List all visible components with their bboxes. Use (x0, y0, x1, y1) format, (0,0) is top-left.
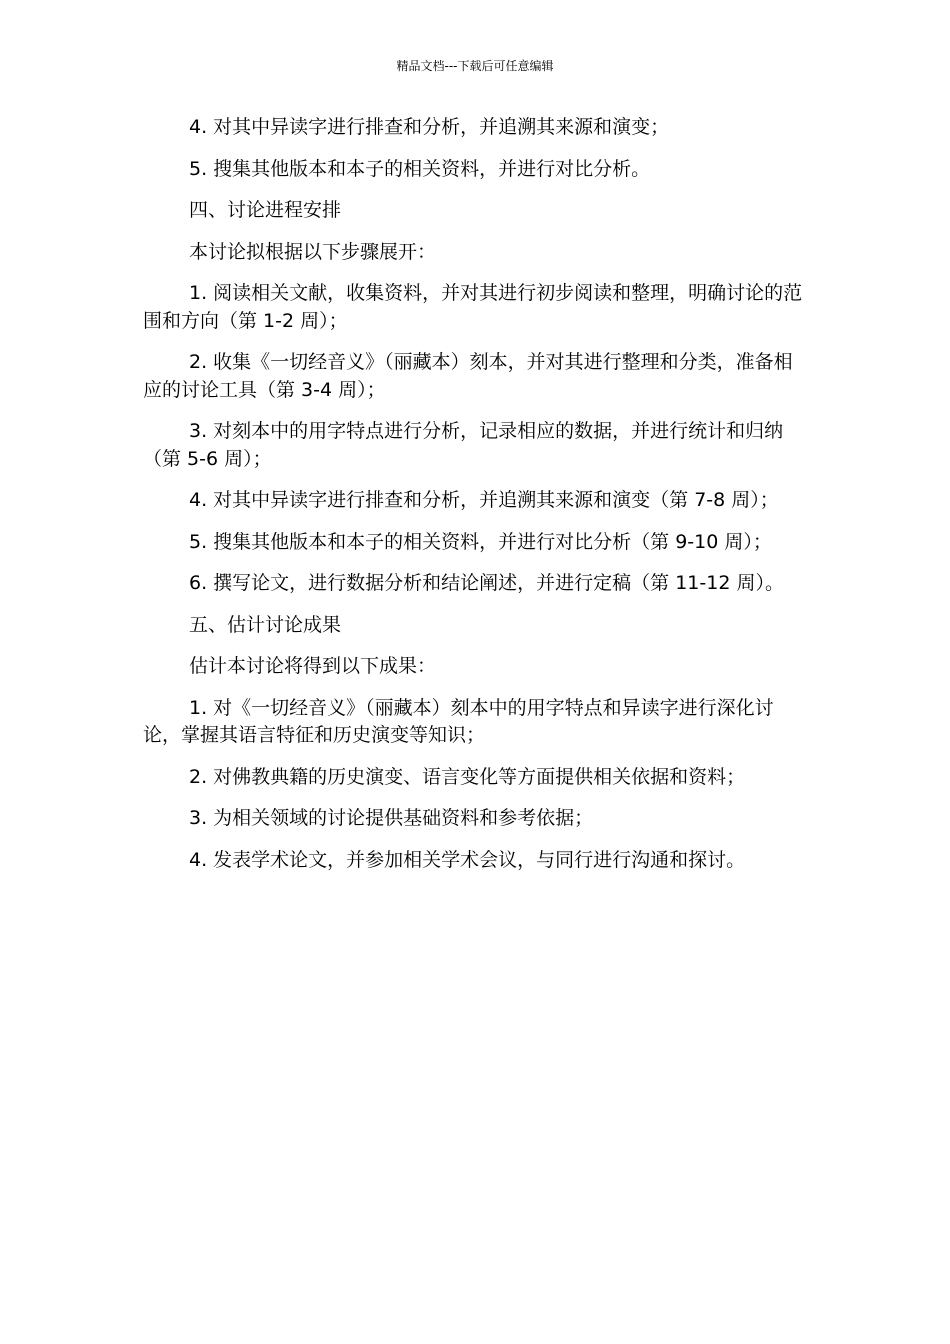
section-heading-schedule: 四、讨论进程安排 (189, 199, 342, 221)
paragraph-schedule-5: 5. 搜集其他版本和本子的相关资料，并进行对比分析（第 9-10 周）； (189, 530, 772, 553)
paragraph-outcome-3: 3. 为相关领域的讨论提供基础资料和参考依据； (189, 807, 594, 829)
paragraph-step-5: 5. 搜集其他版本和本子的相关资料，并进行对比分析。 (189, 157, 651, 180)
paragraph-outcome-4: 4. 发表学术论文，并参加相关学术会议，与同行进行沟通和探讨。 (189, 848, 746, 871)
document-body (143, 114, 803, 888)
paragraph-outcomes-intro: 估计本讨论将得到以下成果： (189, 655, 437, 677)
paragraph-step-4: 4. 对其中异读字进行排查和分析，并追溯其来源和演变； (189, 116, 670, 138)
paragraph-schedule-2: 2. 收集《一切经音义》（丽藏本）刻本，并对其进行整理和分类，准备相应的讨论工具（第 3-4 周）； (143, 351, 793, 401)
paragraph-schedule-1: 1. 阅读相关文献，收集资料，并对其进行初步阅读和整理，明确讨论的范围和方向（第 1-2 周）； (143, 282, 803, 332)
paragraph-schedule-intro: 本讨论拟根据以下步骤展开： (189, 240, 437, 263)
paragraph-schedule-3: 3. 对刻本中的用字特点进行分析，记录相应的数据，并进行统计和归纳（第 5-6 周）； (143, 420, 784, 470)
paragraph-outcome-2: 2. 对佛教典籍的历史演变、语言变化等方面提供相关依据和资料； (189, 765, 746, 788)
paragraph-schedule-6: 6. 撰写论文，进行数据分析和结论阐述，并进行定稿（第 11-12 周）。 (189, 572, 784, 594)
paragraph-outcome-1: 1. 对《一切经音义》（丽藏本）刻本中的用字特点和异读字进行深化讨论，掌握其语言特征和历史演变等知识； (143, 696, 774, 746)
paragraph-schedule-4: 4. 对其中异读字进行排查和分析，并追溯其来源和演变（第 7-8 周）； (189, 489, 779, 511)
section-heading-outcomes: 五、估计讨论成果 (189, 613, 342, 636)
page-header: 精品文档---下载后可任意编辑 (396, 59, 554, 73)
